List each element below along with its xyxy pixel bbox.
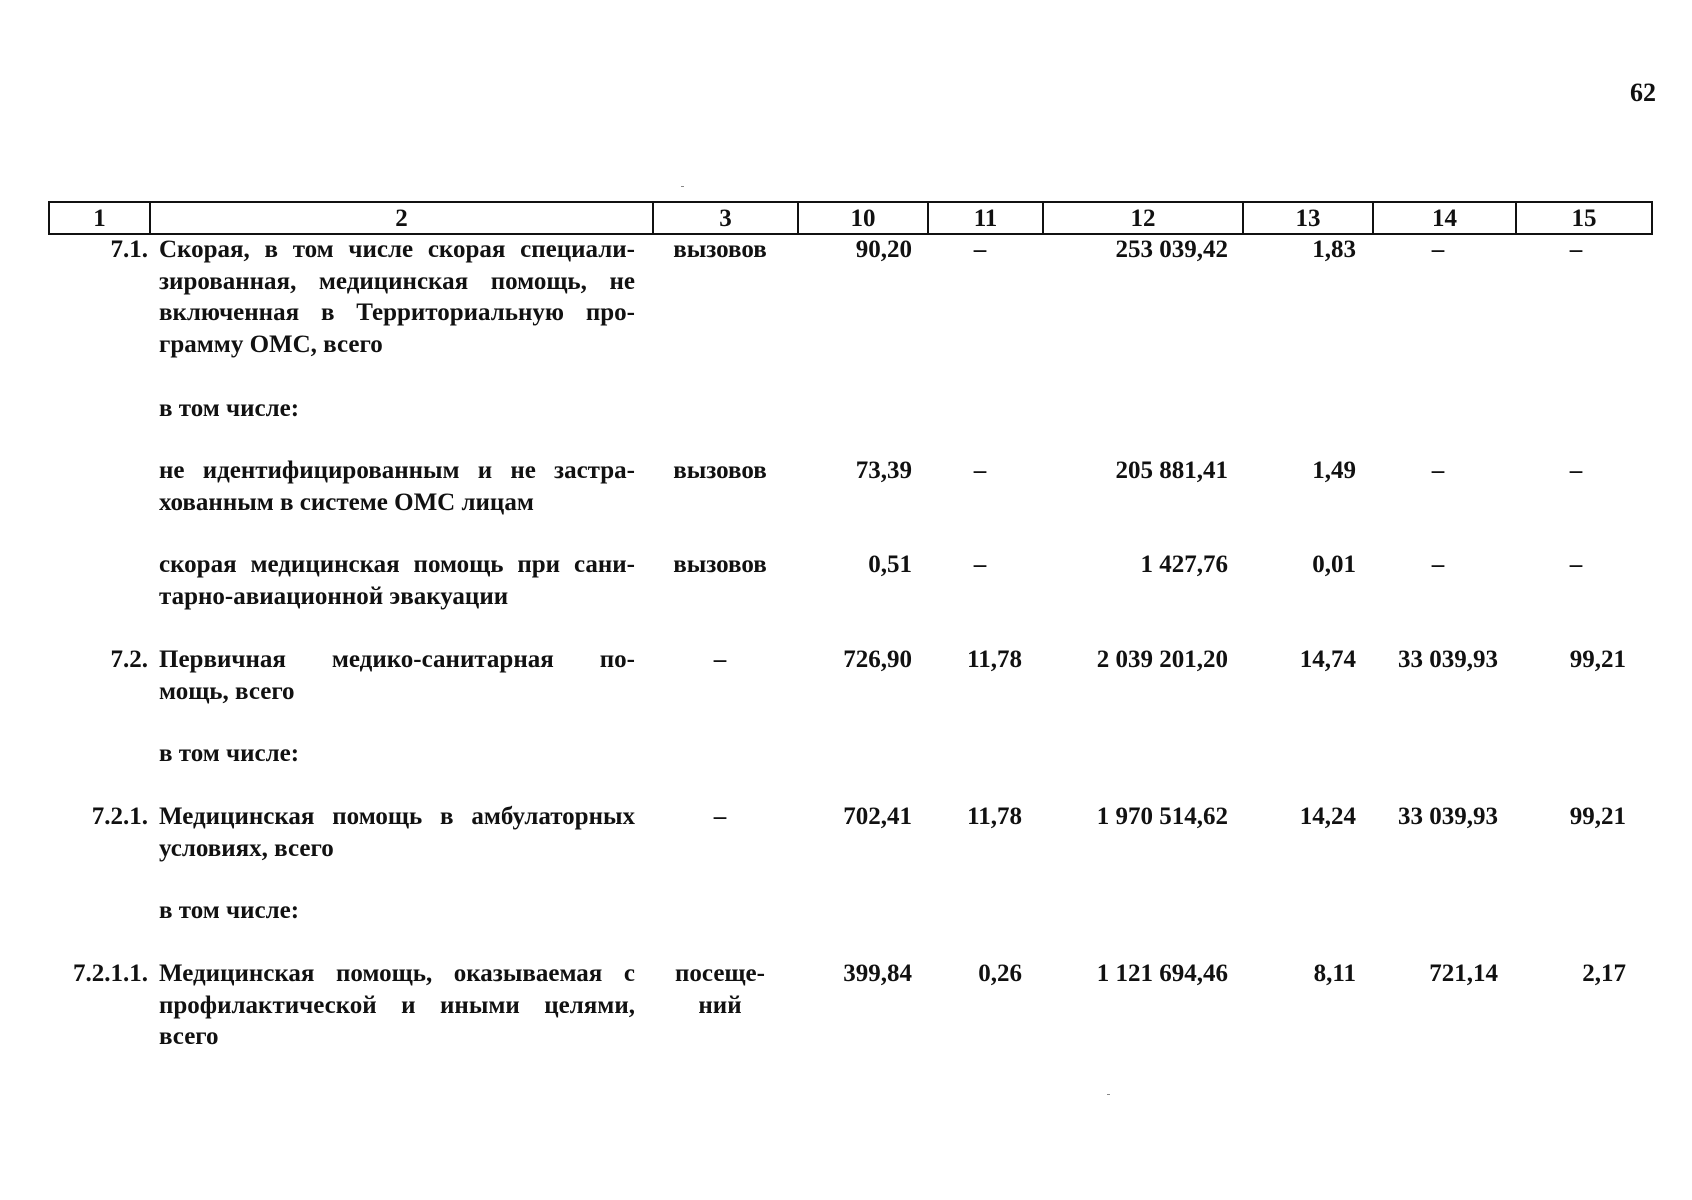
row-number: 7.2. <box>110 646 148 673</box>
cell-col14: – <box>1431 457 1445 484</box>
cell-col10: 702,41 <box>843 803 912 830</box>
header-cell: 12 <box>1042 203 1242 233</box>
cell-col14: 721,14 <box>1429 960 1498 987</box>
header-cell: 15 <box>1515 203 1651 233</box>
description-line: всего <box>159 1023 219 1050</box>
header-cell: 13 <box>1242 203 1372 233</box>
row-unit: вызовов <box>673 551 767 578</box>
description-line: скорая медицинская помощь при сани- <box>159 551 635 578</box>
scan-speck <box>1107 1094 1110 1095</box>
cell-col14: 33 039,93 <box>1398 646 1498 673</box>
cell-col11: – <box>973 457 987 484</box>
unit-line: посеще- <box>675 960 765 987</box>
cell-col13: 14,74 <box>1299 646 1356 673</box>
cell-col10: 0,51 <box>868 551 912 578</box>
description-line: не идентифицированным и не застра- <box>159 457 635 484</box>
row-unit <box>660 958 780 1021</box>
cell-col12: 1 121 694,46 <box>1096 960 1228 987</box>
row-description <box>159 234 635 360</box>
subheading: в том числе: <box>159 740 300 767</box>
header-cell: 2 <box>149 203 652 233</box>
description-line: тарно-авиационной эвакуации <box>159 582 509 610</box>
description-line: условиях, всего <box>159 834 334 862</box>
cell-col15: – <box>1569 551 1583 578</box>
row-description <box>159 801 635 864</box>
unit-line: ний <box>698 991 742 1019</box>
cell-col12: 2 039 201,20 <box>1096 646 1228 673</box>
cell-col15: 99,21 <box>1569 803 1626 830</box>
cell-col11: – <box>973 236 987 263</box>
cell-col14: – <box>1431 551 1445 578</box>
header-cell: 11 <box>927 203 1042 233</box>
cell-col10: 90,20 <box>855 236 912 263</box>
header-cell: 1 <box>93 205 106 232</box>
description-line: включенная в Территориальную про- <box>159 299 635 326</box>
cell-col15: – <box>1569 236 1583 263</box>
row-number: 7.2.1. <box>91 803 148 830</box>
cell-col10: 73,39 <box>855 457 912 484</box>
description-line: мощь, всего <box>159 677 295 705</box>
cell-col11: 11,78 <box>967 646 1022 673</box>
cell-col12: 253 039,42 <box>1115 236 1228 263</box>
description-line: хованным в системе ОМС лицам <box>159 488 534 516</box>
table-header-row <box>48 201 1653 235</box>
cell-col11: 11,78 <box>967 803 1022 830</box>
row-number: 7.2.1.1. <box>73 960 148 987</box>
description-line: Первичная медико-санитарная по- <box>159 646 635 673</box>
cell-col15: 99,21 <box>1569 646 1626 673</box>
row-unit: вызовов <box>673 236 767 263</box>
cell-col11: – <box>973 551 987 578</box>
cell-col12: 205 881,41 <box>1115 457 1228 484</box>
row-number: 7.1. <box>110 236 148 263</box>
header-cell: 3 <box>652 203 797 233</box>
description-line: Скорая, в том числе скорая специали- <box>159 236 635 263</box>
cell-col11: 0,26 <box>978 960 1022 987</box>
page-number: 62 <box>1630 78 1656 107</box>
description-line: Медицинская помощь, оказываемая с <box>159 960 635 987</box>
scan-speck <box>681 186 684 187</box>
cell-col14: 33 039,93 <box>1398 803 1498 830</box>
cell-col15: – <box>1569 457 1583 484</box>
cell-col12: 1 427,76 <box>1140 551 1228 578</box>
description-line: грамму ОМС, всего <box>159 330 383 358</box>
row-unit: вызовов <box>673 457 767 484</box>
cell-col13: 1,83 <box>1312 236 1356 263</box>
row-description <box>159 958 635 1053</box>
cell-col13: 1,49 <box>1312 457 1356 484</box>
row-description <box>159 455 635 518</box>
header-cell: 14 <box>1372 203 1515 233</box>
row-unit: – <box>713 646 727 673</box>
description-line: Медицинская помощь в амбулаторных <box>159 803 635 830</box>
cell-col10: 726,90 <box>843 646 912 673</box>
cell-col10: 399,84 <box>843 960 912 987</box>
header-cell: 10 <box>797 203 927 233</box>
description-line: профилактической и иными целями, <box>159 991 635 1019</box>
subheading: в том числе: <box>159 395 300 422</box>
cell-col12: 1 970 514,62 <box>1096 803 1228 830</box>
row-description <box>159 549 635 612</box>
cell-col15: 2,17 <box>1582 960 1626 987</box>
row-description <box>159 644 635 707</box>
subheading: в том числе: <box>159 897 300 924</box>
cell-col14: – <box>1431 236 1445 263</box>
cell-col13: 8,11 <box>1313 960 1356 987</box>
cell-col13: 14,24 <box>1299 803 1356 830</box>
cell-col13: 0,01 <box>1312 551 1356 578</box>
row-unit: – <box>713 803 727 830</box>
description-line: зированная, медицинская помощь, не <box>159 267 635 295</box>
